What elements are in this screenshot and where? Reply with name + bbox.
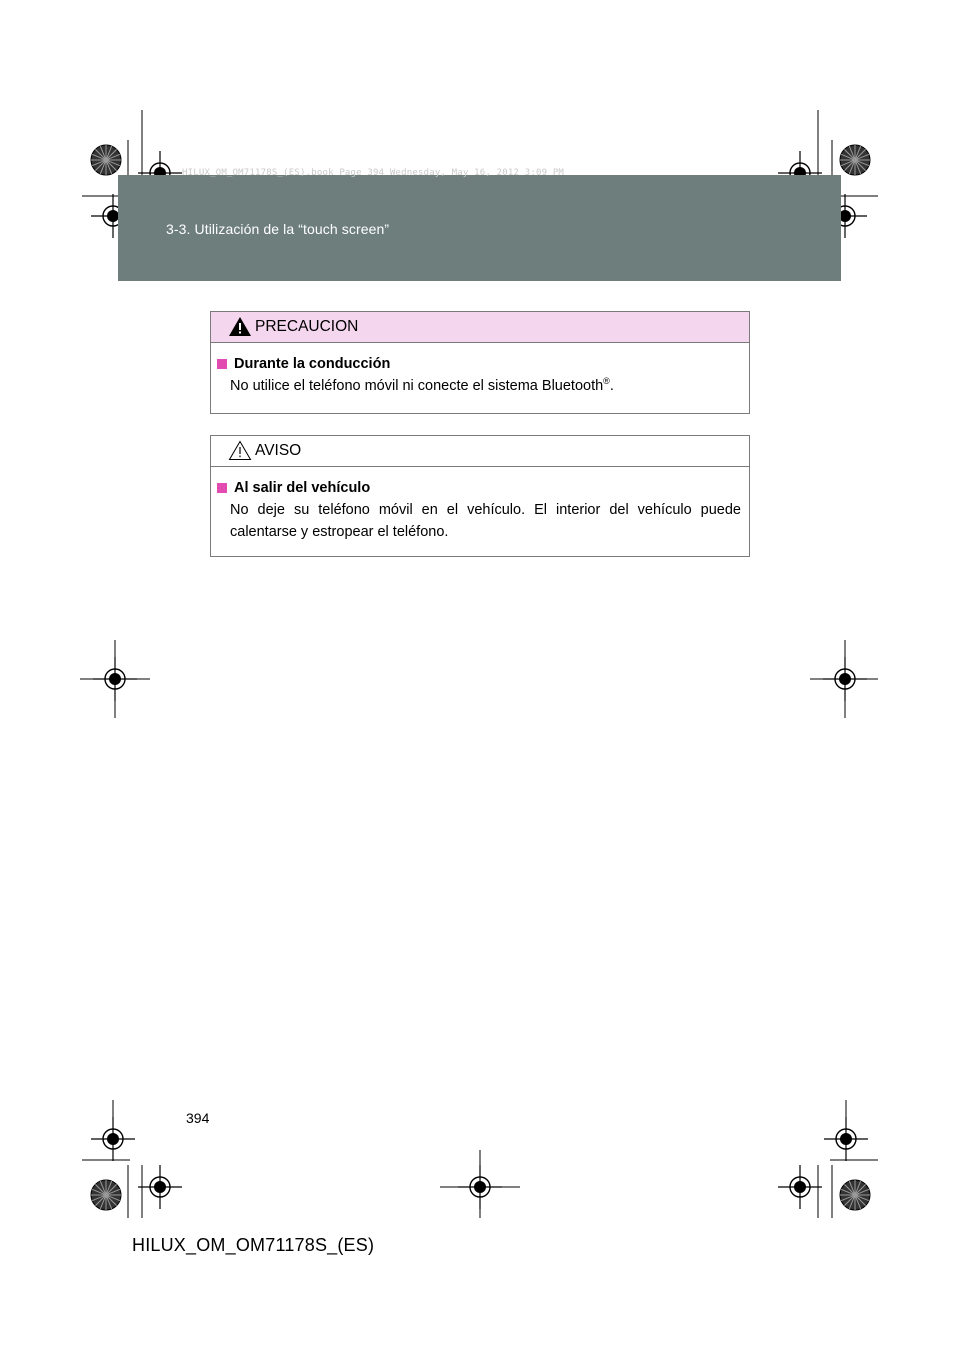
bullet-square-icon [217, 359, 227, 369]
notice-item-title [215, 477, 741, 499]
notice-box [210, 435, 750, 557]
notice-body [211, 467, 749, 543]
page-number: 394 [186, 1110, 210, 1126]
notice-heading: AVISO [255, 442, 302, 459]
caution-body [211, 343, 749, 397]
bullet-square-icon [217, 483, 227, 493]
caution-header [211, 312, 749, 343]
notice-item-title-text: Al salir del vehículo [234, 480, 371, 496]
caution-heading: PRECAUCION [255, 318, 359, 335]
warning-triangle-outline-icon [228, 440, 252, 461]
caution-item-text [215, 375, 741, 397]
document-code: HILUX_OM_OM71178S_(ES) [132, 1235, 375, 1255]
warning-triangle-filled-icon [228, 316, 252, 337]
section-title: 3-3. Utilización de la “touch screen” [166, 221, 390, 237]
registered-mark: ® [603, 376, 610, 387]
notice-item-text: No deje su teléfono móvil en el vehículo. El interior del vehículo puede calentarse y estropear el teléfono. [230, 502, 741, 540]
caution-item-text-end: . [609, 378, 614, 394]
book-info-line: HILUX_OM_OM71178S_(ES).book Page 394 Wednesday, May 16, 2012 3:09 PM [182, 168, 565, 178]
caution-item-title-text: Durante la conducción [234, 356, 391, 372]
caution-item-text-main: No utilice el teléfono móvil ni conecte el sistema Bluetooth [230, 378, 604, 394]
notice-header [211, 436, 749, 467]
caution-item-title [215, 353, 741, 375]
section-header-band [118, 175, 841, 281]
caution-box [210, 311, 750, 414]
